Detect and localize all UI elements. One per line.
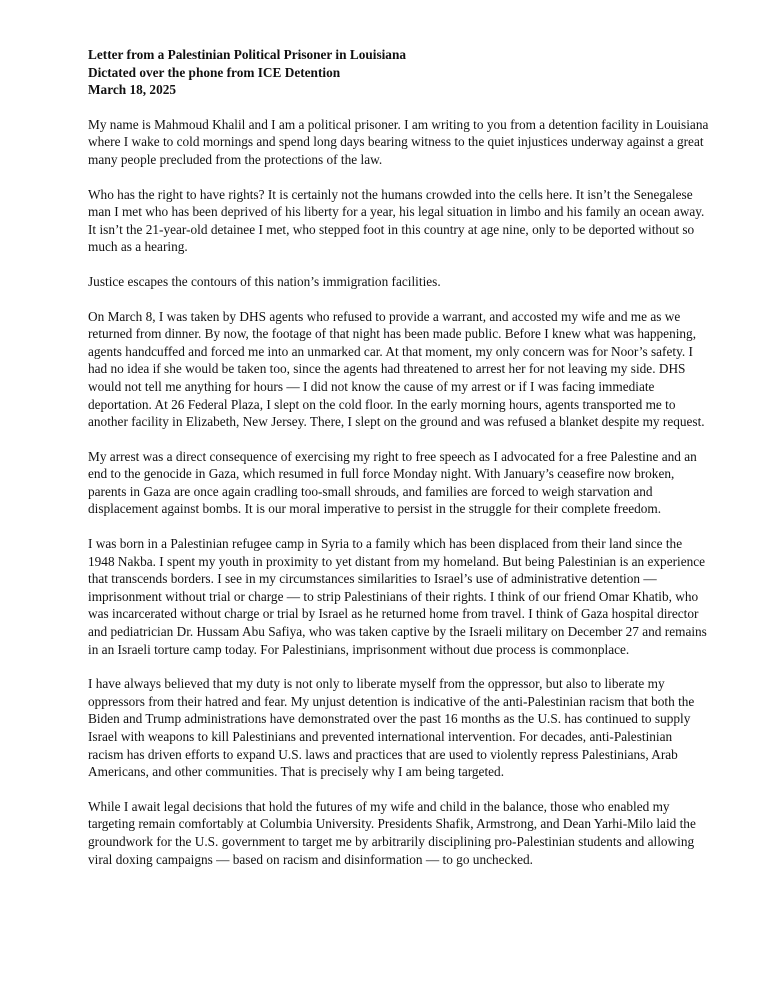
paragraph-6: I was born in a Palestinian refugee camp in Syria to a family which has been displaced from their land since the 1948 Nakba. I spent my youth in proximity to yet distant from my homeland. But being Palestinian is an experience that transcends borders. I see in my circumstances similarities to Israel’s use of administrative detention — imprisonment without trial or charge — to strip Palestinians of their rights. I think of our friend Omar Khatib, who was incarcerated without charge or trial by Israel as he returned home from travel. I think of Gaza hospital director and pediatrician Dr. Hussam Abu Safiya, who was taken captive by the Israeli military on December 27 and remains in an Israeli torture camp today. For Palestinians, imprisonment without due process is commonplace.	[88, 536, 707, 657]
paragraph-1: My name is Mahmoud Khalil and I am a political prisoner. I am writing to you from a detention facility in Louisiana where I wake to cold mornings and spend long days bearing witness to the quiet injustices underway against a great many people precluded from the protections of the law.	[88, 116, 709, 167]
letter-title: Letter from a Palestinian Political Prisoner in Louisiana	[88, 47, 407, 62]
paragraph-8: While I await legal decisions that hold the futures of my wife and child in the balance, those who enabled my targeting remain comfortably at Columbia University. Presidents Shafik, Armstrong, and Dean Yarhi-Milo laid the groundwork for the U.S. government to target me by arbitrarily disciplining pro-Palestinian students and allowing viral doxing campaigns — based on racism and disinformation — to go unchecked.	[88, 798, 696, 867]
paragraph-3: Justice escapes the contours of this nation’s immigration facilities.	[88, 273, 441, 289]
paragraph-4: On March 8, I was taken by DHS agents who refused to provide a warrant, and accosted my wife and me as we returned from dinner. By now, the footage of that night has been made public. Before I knew what was happening, agents handcuffed and forced me into an unmarked car. At that moment, my only concern was for Noor’s safety. I had no idea if she would be taken too, since the agents had threatened to arrest her for not leaving my side. DHS would not tell me anything for hours — I did not know the cause of my arrest or if I was facing immediate deportation. At 26 Federal Plaza, I slept on the cold floor. In the early morning hours, agents transported me to another facility in Elizabeth, New Jersey. There, I slept on the ground and was refused a blanket despite my request.	[88, 308, 705, 430]
letter-subtitle: Dictated over the phone from ICE Detention	[88, 64, 341, 80]
letter-heading	[88, 46, 709, 99]
paragraph-5: My arrest was a direct consequence of exercising my right to free speech as I advocated for a free Palestine and an end to the genocide in Gaza, which resumed in full force Monday night. With January’s ceasefire now broken, parents in Gaza are once again cradling too-small shrouds, and families are forced to weigh starvation and displacement against bombs. It is our moral imperative to persist in the struggle for their complete freedom.	[88, 448, 697, 517]
paragraph-7: I have always believed that my duty is not only to liberate myself from the oppressor, but also to liberate my oppressors from their hatred and fear. My unjust detention is indicative of the anti-Palestinian racism that both the Biden and Trump administrations have demonstrated over the past 16 months as the U.S. has continued to supply Israel with weapons to kill Palestinians and prevented international intervention. For decades, anti-Palestinian racism has driven efforts to expand U.S. laws and practices that are used to violently repress Palestinians, Arab Americans, and other communities. That is precisely why I am being targeted.	[88, 676, 695, 780]
paragraph-2: Who has the right to have rights? It is certainly not the humans crowded into the cells here. It isn’t the Senegalese man I met who has been deprived of his liberty for a year, his legal situation in limbo and his family an ocean away. It isn’t the 21-year-old detainee I met, who stepped foot in this country at age nine, only to be deported without so much as a hearing.	[88, 186, 705, 255]
letter-date: March 18, 2025	[88, 82, 177, 98]
